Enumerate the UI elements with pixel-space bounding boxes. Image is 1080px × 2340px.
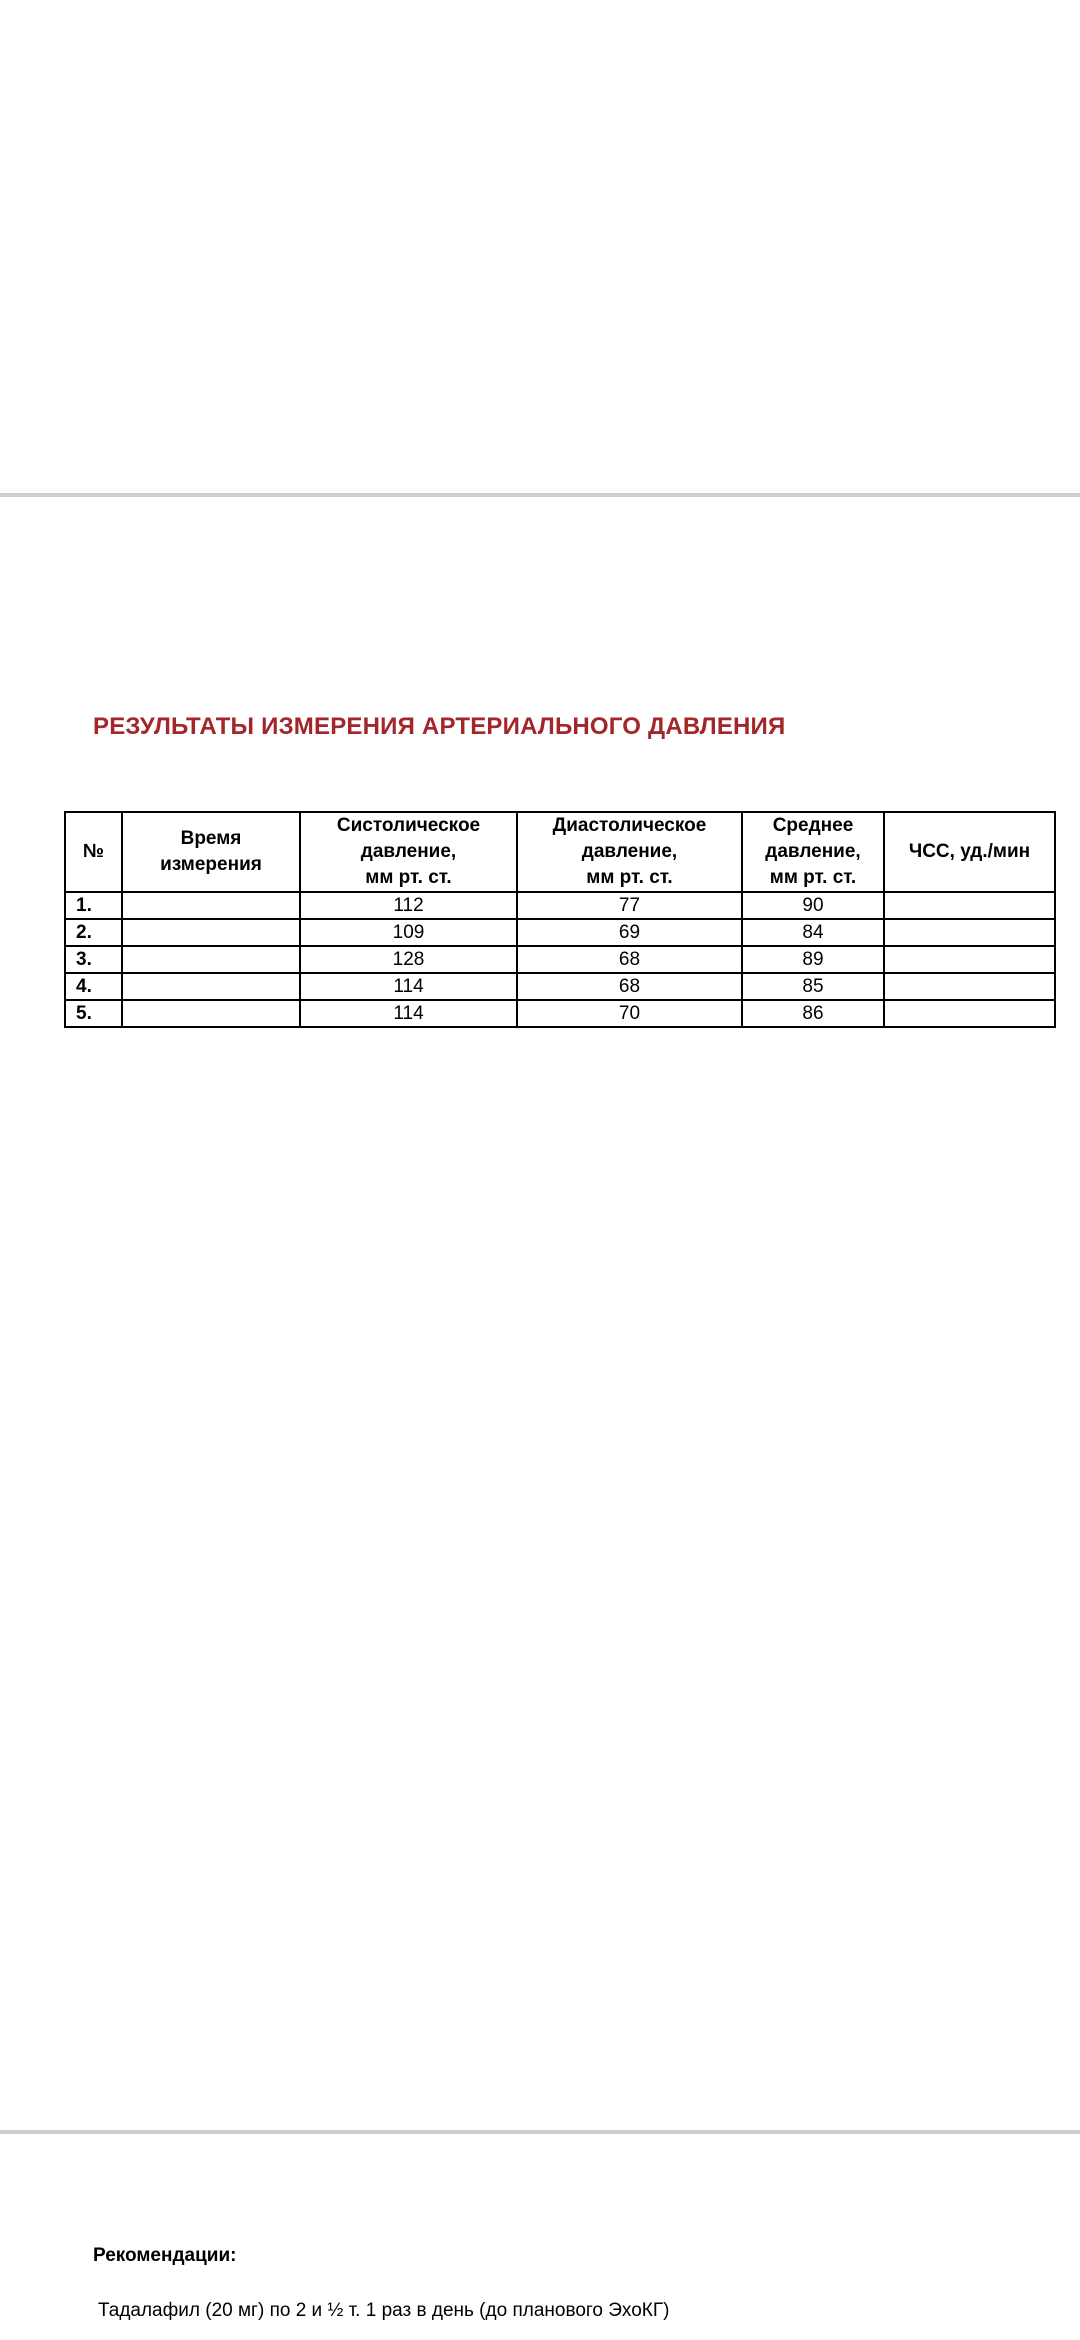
document-title: РЕЗУЛЬТАТЫ ИЗМЕРЕНИЯ АРТЕРИАЛЬНОГО ДАВЛЕНИЯ <box>93 713 786 740</box>
cell-time <box>122 946 300 973</box>
cell-mean: 85 <box>742 973 884 1000</box>
cell-time <box>122 919 300 946</box>
cell-systolic: 112 <box>300 892 517 919</box>
cell-systolic: 109 <box>300 919 517 946</box>
table-row <box>65 1000 1055 1027</box>
header-line: Среднее <box>772 815 854 836</box>
header-line: давление, <box>360 841 457 862</box>
cell-heart-rate <box>884 1000 1055 1027</box>
header-line: № <box>82 841 105 862</box>
cell-heart-rate <box>884 946 1055 973</box>
header-heart-rate <box>884 812 1055 892</box>
header-line: давление, <box>765 841 861 862</box>
cell-systolic: 114 <box>300 973 517 1000</box>
header-line: Время <box>180 828 242 849</box>
recommendations-heading: Рекомендации: <box>93 2245 237 2266</box>
table-header-row <box>65 812 1055 892</box>
cell-heart-rate <box>884 892 1055 919</box>
header-mean <box>742 812 884 892</box>
cell-number: 1. <box>65 892 122 919</box>
cell-diastolic: 70 <box>517 1000 742 1027</box>
recommendations-text: Тадалафил (20 мг) по 2 и ½ т. 1 раз в день (до планового ЭхоКГ) <box>98 2300 670 2321</box>
header-number <box>65 812 122 892</box>
cell-heart-rate <box>884 919 1055 946</box>
cell-number: 3. <box>65 946 122 973</box>
header-line: Диастолическое <box>552 815 707 836</box>
header-line: мм рт. ст. <box>586 867 673 888</box>
table-row <box>65 919 1055 946</box>
cell-diastolic: 69 <box>517 919 742 946</box>
header-line: ЧСС, уд./мин <box>908 841 1031 862</box>
cell-mean: 90 <box>742 892 884 919</box>
page-break-divider <box>0 493 1080 497</box>
cell-number: 4. <box>65 973 122 1000</box>
table-row <box>65 973 1055 1000</box>
table-row <box>65 892 1055 919</box>
cell-diastolic: 77 <box>517 892 742 919</box>
header-time <box>122 812 300 892</box>
cell-time <box>122 892 300 919</box>
page-break-divider <box>0 2130 1080 2134</box>
cell-systolic: 114 <box>300 1000 517 1027</box>
cell-number: 2. <box>65 919 122 946</box>
header-line: Систолическое <box>336 815 481 836</box>
header-line: мм рт. ст. <box>365 867 452 888</box>
header-line: давление, <box>581 841 678 862</box>
cell-heart-rate <box>884 973 1055 1000</box>
cell-mean: 89 <box>742 946 884 973</box>
cell-mean: 84 <box>742 919 884 946</box>
cell-time <box>122 973 300 1000</box>
header-line: мм рт. ст. <box>769 867 857 888</box>
cell-mean: 86 <box>742 1000 884 1027</box>
header-diastolic <box>517 812 742 892</box>
header-systolic <box>300 812 517 892</box>
cell-diastolic: 68 <box>517 946 742 973</box>
cell-diastolic: 68 <box>517 973 742 1000</box>
table-row <box>65 946 1055 973</box>
cell-number: 5. <box>65 1000 122 1027</box>
cell-time <box>122 1000 300 1027</box>
blood-pressure-table <box>64 811 1056 1028</box>
header-line: измерения <box>160 854 262 875</box>
cell-systolic: 128 <box>300 946 517 973</box>
